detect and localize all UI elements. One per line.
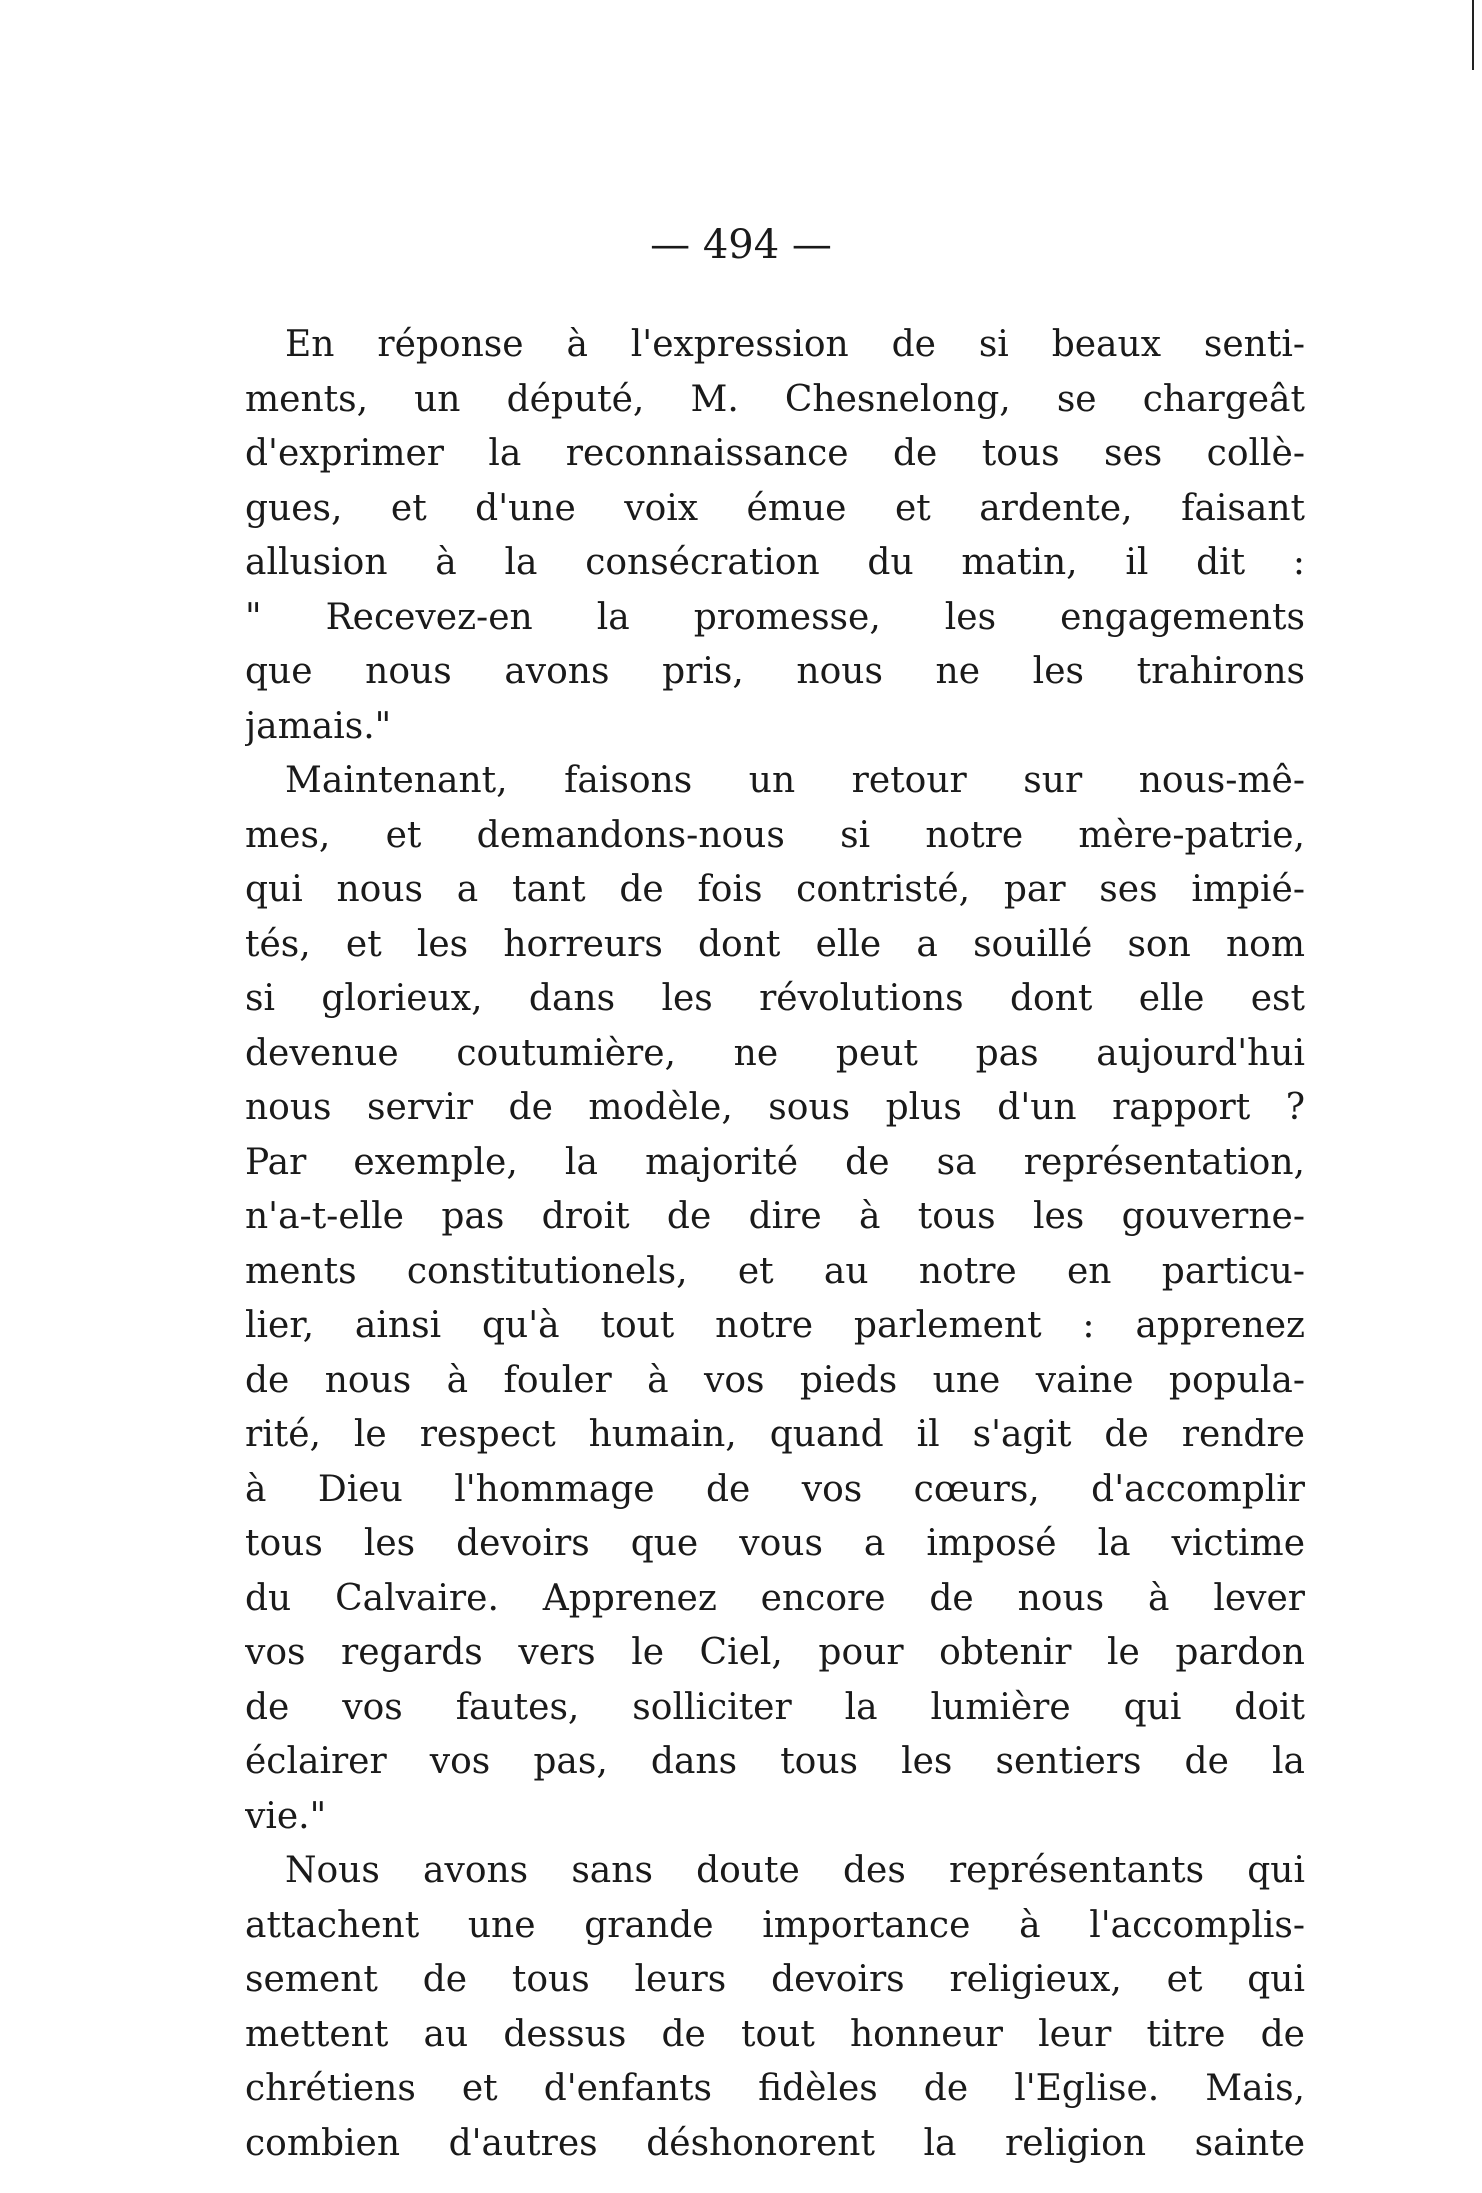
text-line: jamais." [245,705,392,747]
text-line: Nous avons sans doute des représentants qui [285,1850,1305,1891]
text-line: à Dieu l'hommage de vos cœurs, d'accomplir [245,1468,1305,1510]
text-line: attachent une grande importance à l'accomplis- [245,1904,1305,1946]
text-line: du Calvaire. Apprenez encore de nous à lever [245,1577,1305,1619]
text-line: mettent au dessus de tout honneur leur titre de [245,2013,1305,2055]
text-line: que nous avons pris, nous ne les trahirons [245,651,1305,692]
text-line: vie." [245,1795,327,1837]
text-line: Par exemple, la majorité de sa représentation, [245,1141,1305,1183]
text-line: nous servir de modèle, sous plus d'un rapport ? [245,1087,1305,1128]
text-line: si glorieux, dans les révolutions dont elle est [245,978,1305,1019]
text-line: de nous à fouler à vos pieds une vaine popula- [245,1359,1305,1401]
text-line: devenue coutumière, ne peut pas aujourd'hui [245,1032,1305,1074]
text-line: sement de tous leurs devoirs religieux, et qui [245,1959,1305,2000]
body-text [245,318,1305,2171]
text-line: lier, ainsi qu'à tout notre parlement : apprenez [245,1305,1305,1346]
text-line: Maintenant, faisons un retour sur nous-mê- [285,760,1305,801]
text-line: qui nous a tant de fois contristé, par ses impié- [245,869,1305,910]
text-line: tous les devoirs que vous a imposé la victime [245,1523,1305,1564]
text-line: allusion à la consécration du matin, il dit : [245,542,1305,583]
text-line: gues, et d'une voix émue et ardente, faisant [245,487,1305,529]
text-line: " Recevez-en la promesse, les engagements [245,596,1305,638]
text-line: mes, et demandons-nous si notre mère-patrie, [245,814,1305,856]
text-line: éclairer vos pas, dans tous les sentiers de la [245,1741,1305,1782]
text-line: chrétiens et d'enfants fidèles de l'Eglise. Mais, [245,2068,1305,2109]
page-number: — 494 — [650,222,832,268]
text-line: rité, le respect humain, quand il s'agit de rendre [245,1414,1305,1455]
text-line: En réponse à l'expression de si beaux senti- [285,324,1305,365]
page-edge-rule [1472,0,1474,70]
text-line: n'a-t-elle pas droit de dire à tous les gouverne- [245,1196,1305,1237]
text-line: d'exprimer la reconnaissance de tous ses collè- [245,433,1305,474]
text-line: vos regards vers le Ciel, pour obtenir le pardon [245,1632,1305,1673]
text-line: de vos fautes, solliciter la lumière qui doit [245,1686,1305,1728]
text-line: combien d'autres déshonorent la religion sainte [245,2122,1305,2164]
text-line: ments constitutionels, et au notre en particu- [245,1250,1305,1292]
text-line: ments, un député, M. Chesnelong, se chargeât [245,378,1305,420]
text-line: tés, et les horreurs dont elle a souillé son nom [245,923,1305,965]
